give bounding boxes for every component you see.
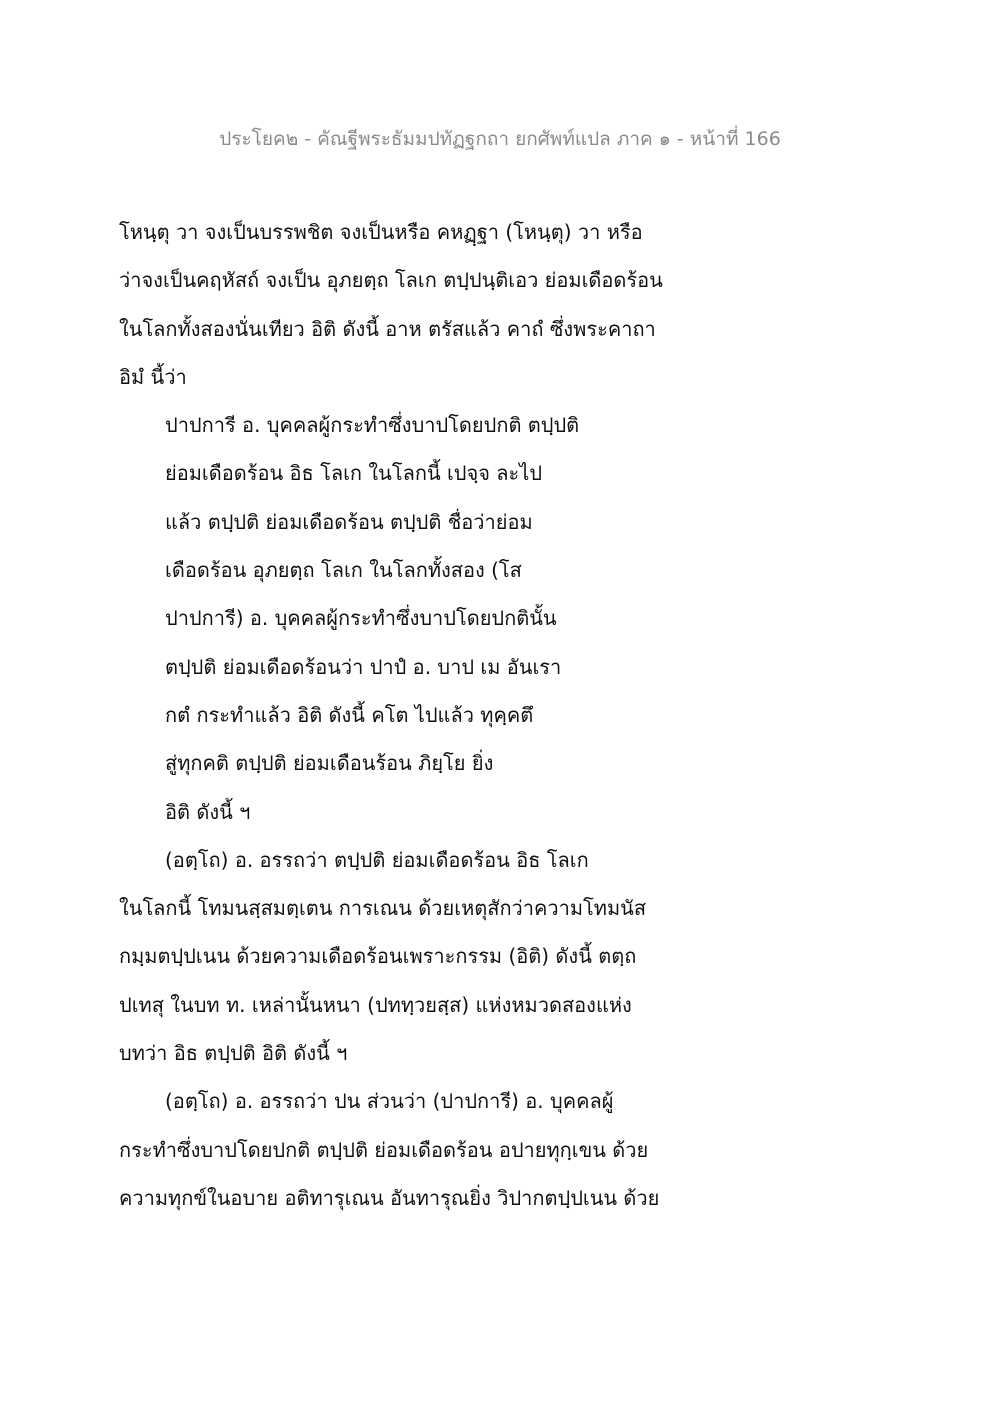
verse-line: ปาปการี อ. บุคคลผู้กระทำซึ่งบาปโดยปกติ ตปฺปติ: [165, 413, 580, 438]
page-header: ประโยค๒ - คัณฐีพระธัมมปทัฏฐกถา ยกศัพท์แปล ภาค ๑ - หน้าที่ 166: [219, 128, 781, 150]
verse-line: อิติ ดังนี้ ฯ: [165, 799, 251, 824]
body-text: [119, 212, 939, 1226]
verse-line: แล้ว ตปฺปติ ย่อมเดือดร้อน ตปฺปติ ชื่อว่าย่อม: [165, 509, 533, 534]
text-line: ว่าจงเป็นคฤหัสถ์ จงเป็น อุภยตฺถ โลเก ตปฺปนฺติเอว ย่อมเดือดร้อน: [119, 268, 663, 293]
verse-line: ปาปการี) อ. บุคคลผู้กระทำซึ่งบาปโดยปกตินั้น: [165, 606, 557, 631]
text-line: กมฺมตปฺปเนน ด้วยความเดือดร้อนเพราะกรรม (อิติ) ดังนี้ ตตฺถ: [119, 944, 637, 969]
text-line: ในโลกนี้ โทมนสฺสมตฺเตน การเณน ด้วยเหตุสักว่าความโทมนัส: [119, 896, 647, 921]
text-line: ความทุกข์ในอบาย อติทารุเณน อันทารุณยิ่ง วิปากตปฺปเนน ด้วย: [119, 1185, 660, 1210]
paragraph-start-line: (อตฺโถ) อ. อรรถว่า ตปฺปติ ย่อมเดือดร้อน อิธ โลเก: [165, 847, 589, 872]
verse-line: สู่ทุกคติ ตปฺปติ ย่อมเดือนร้อน ภิยฺโย ยิ่ง: [165, 751, 494, 776]
paragraph-start-line: (อตฺโถ) อ. อรรถว่า ปน ส่วนว่า (ปาปการี) อ. บุคคลผู้: [165, 1089, 614, 1114]
text-line: โหนฺตุ วา จงเป็นบรรพชิต จงเป็นหรือ คหฏฺฐา (โหนฺตุ) วา หรือ: [119, 220, 643, 244]
verse-line: ตปฺปติ ย่อมเดือดร้อนว่า ปาปํ อ. บาป เม อันเรา: [165, 654, 562, 679]
text-line: ปเทสุ ในบท ท. เหล่านั้นหนา (ปททฺวยสฺส) แห่งหมวดสองแห่ง: [119, 992, 632, 1017]
verse-line: กตํ กระทำแล้ว อิติ ดังนี้ คโต ไปแล้ว ทุคฺคตึ: [165, 702, 534, 727]
verse-line: ย่อมเดือดร้อน อิธ โลเก ในโลกนี้ เปจฺจ ละไป: [165, 461, 543, 486]
text-line: บทว่า อิธ ตปฺปติ อิติ ดังนี้ ฯ: [119, 1041, 348, 1066]
text-line: กระทำซึ่งบาปโดยปกติ ตปฺปติ ย่อมเดือดร้อน อปายทุกฺเขน ด้วย: [119, 1137, 649, 1162]
verse-line: เดือดร้อน อุภยตฺถ โลเก ในโลกทั้งสอง (โส: [165, 558, 522, 583]
text-line: ในโลกทั้งสองนั่นเทียว อิติ ดังนี้ อาห ตรัสแล้ว คาถํ ซึ่งพระคาถา: [119, 316, 656, 341]
text-line: อิมํ นี้ว่า: [119, 364, 187, 389]
